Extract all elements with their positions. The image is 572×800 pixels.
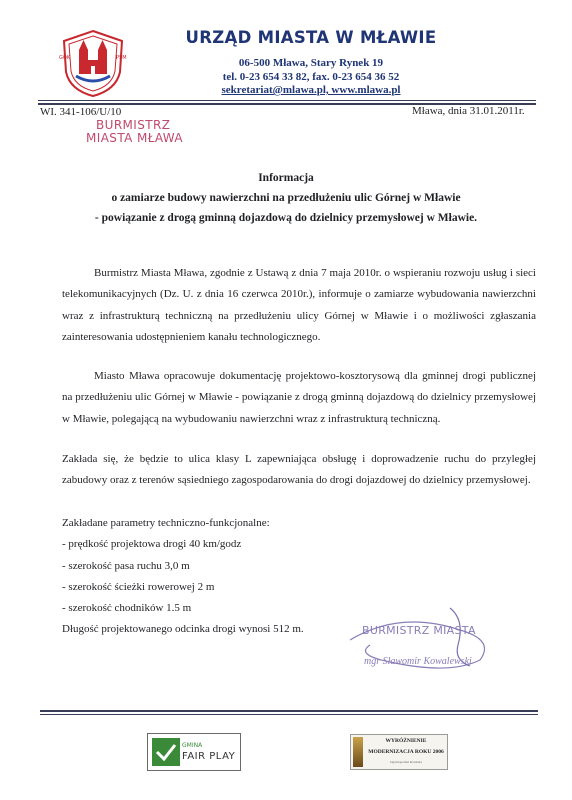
crest-right-text: PSM: [116, 55, 127, 61]
road-length: Długość projektowanego odcinka drogi wynosi 512 m.: [62, 623, 304, 636]
fair-play-badge: [147, 733, 241, 771]
office-address: 06-500 Mława, Stary Rynek 19: [238, 57, 384, 69]
stamp-line-1: BURMISTRZ: [96, 118, 171, 132]
signature-scribble: [330, 600, 510, 680]
reference-number: WI. 341-106/U/10: [40, 106, 122, 118]
paragraph-text: Miasto Mława opracowuje dokumentację projektowo-kosztorysową dla gminnej drogi publicznej na przedłużeniu ulic Górnej w Mławie - powiązanie z drogą gminną dojazdową do dzielnicy przemysłowej w Mławie, polegającą na wybudowaniu nawierzchni wraz z infrastrukturą techniczną.: [62, 370, 536, 425]
heading-title: Informacja: [258, 172, 314, 184]
params-intro: Zakładane parametry techniczno-funkcjonalne:: [62, 517, 270, 529]
param-item: - szerokość ścieżki rowerowej 2 m: [62, 580, 215, 593]
office-phone-fax: tel. 0-23 654 33 82, fax. 0-23 654 36 52: [222, 71, 400, 83]
param-item: - prędkość projektowa drogi 40 km/godz: [62, 538, 242, 551]
body-paragraph-2: [62, 366, 536, 430]
crest-left-text: GOK: [59, 55, 71, 61]
document-heading: [40, 168, 532, 228]
footer-divider-thick: [40, 710, 538, 712]
city-crest-logo: [58, 28, 128, 98]
mayor-stamp: [86, 119, 183, 145]
paragraph-text: Zakłada się, że będzie to ulica klasy L zapewniająca obsługę i doprowadzenie ruchu do przyległej zabudowy oraz z terenów sąsiedniego zagospodarowania do drogi dojazdowej do dzielnicy przemysłowej.: [62, 453, 536, 487]
modernization-award-badge: [350, 734, 448, 770]
footer-divider: [40, 714, 538, 715]
award-subtitle: Ogólnopolski Konkurs: [390, 760, 422, 764]
stamp-line-2: MIASTA MŁAWA: [86, 131, 184, 145]
body-paragraph-1: [62, 263, 536, 348]
signatory-name: mgr Sławomir Kowalewski: [364, 656, 472, 667]
paragraph-text: Burmistrz Miasta Mława, zgodnie z Ustawą z dnia 7 maja 2010r. o wspieraniu rozwoju usług i sieci telekomunikacyjnych (Dz. U. z dnia 16 czerwca 2010r.), informuje o zamiarze wybudowania nawierzchni wraz z infrastrukturą techniczną na przedłużeniu ulicy Górnej w Mławie i o możliwości zgłaszania zainteresowania udostępnieniem kanału technologicznego.: [62, 267, 536, 343]
heading-subject-cont: - powiązanie z drogą gminną dojazdową do dzielnicy przemysłowej w Mławie.: [94, 212, 478, 224]
office-contact-links[interactable]: sekretariat@mlawa.pl, www.mlawa.pl: [221, 84, 401, 96]
award-title: MODERNIZACJA ROKU 2006: [368, 749, 444, 755]
fair-play-small: GMINA: [182, 742, 203, 749]
header-divider: [38, 100, 536, 101]
heading-subject: o zamiarze budowy nawierzchni na przedłużeniu ulic Górnej w Mławie: [111, 192, 461, 204]
fair-play-title: FAIR PLAY: [182, 751, 236, 762]
office-title: URZĄD MIASTA W MŁAWIE: [185, 28, 437, 47]
statue-icon: [353, 737, 363, 767]
param-item: - szerokość pasa ruchu 3,0 m: [62, 559, 190, 572]
technical-parameters: [62, 513, 304, 641]
body-paragraph-3: [62, 449, 536, 492]
checkmark-icon: [152, 738, 180, 766]
document-date: Mława, dnia 31.01.2011r.: [412, 105, 525, 117]
award-label: WYRÓŻNIENIE: [385, 738, 427, 744]
param-item: - szerokość chodników 1.5 m: [62, 602, 192, 615]
signature-stamp: BURMISTRZ MIASTA: [362, 624, 476, 637]
